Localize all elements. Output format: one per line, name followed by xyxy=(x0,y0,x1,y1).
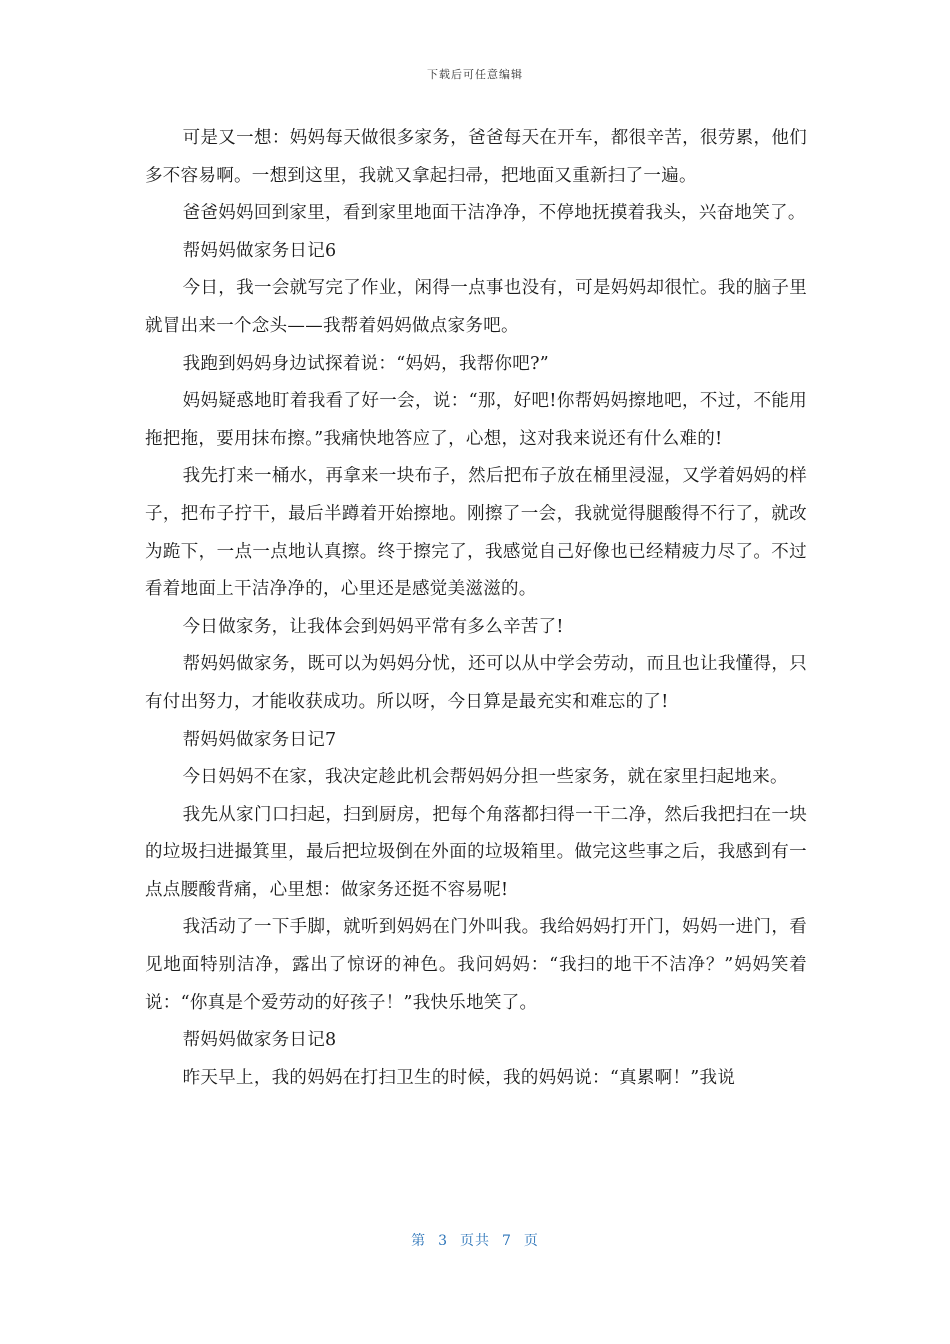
total-page-number: 7 xyxy=(502,1233,512,1249)
paragraph: 今日，我一会就写完了作业，闲得一点事也没有，可是妈妈却很忙。我的脑子里就冒出来一个念头——我帮着妈妈做点家务吧。 xyxy=(145,278,807,336)
section-heading: 帮妈妈做家务日记6 xyxy=(182,240,337,261)
page-label-prefix: 第 xyxy=(411,1233,427,1249)
paragraph: 昨天早上，我的妈妈在打扫卫生的时候，我的妈妈说：“真累啊！”我说 xyxy=(182,1067,736,1088)
page-label-suffix: 页 xyxy=(523,1233,539,1249)
page-label-middle: 页共 xyxy=(460,1233,490,1249)
paragraph: 可是又一想：妈妈每天做很多家务，爸爸每天在开车，都很辛苦，很劳累，他们多不容易啊。一想到这里，我就又拿起扫帚，把地面又重新扫了一遍。 xyxy=(145,128,807,186)
header-note: 下载后可任意编辑 xyxy=(427,68,523,81)
current-page-number: 3 xyxy=(438,1233,448,1249)
section-heading: 帮妈妈做家务日记7 xyxy=(182,729,337,750)
paragraph: 妈妈疑惑地盯着我看了好一会，说：“那，好吧!你帮妈妈擦地吧，不过，不能用拖把拖，要用抹布擦。”我痛快地答应了，心想，这对我来说还有什么难的! xyxy=(145,391,807,449)
paragraph: 帮妈妈做家务，既可以为妈妈分忧，还可以从中学会劳动，而且也让我懂得，只有付出努力，才能收获成功。所以呀，今日算是最充实和难忘的了! xyxy=(145,654,807,712)
paragraph: 我活动了一下手脚，就听到妈妈在门外叫我。我给妈妈打开门，妈妈一进门，看见地面特别洁净，露出了惊讶的神色。我问妈妈：“我扫的地干不洁净？”妈妈笑着说：“你真是个爱劳动的好孩子！”我快乐地笑了。 xyxy=(145,917,807,1013)
paragraph: 我先打来一桶水，再拿来一块布子，然后把布子放在桶里浸湿，又学着妈妈的样子，把布子拧干，最后半蹲着开始擦地。刚擦了一会，我就觉得腿酸得不行了，就改为跪下，一点一点地认真擦。终于擦完了，我感觉自己好像也已经精疲力尽了。不过看着地面上干洁净净的，心里还是感觉美滋滋的。 xyxy=(145,466,807,600)
section-heading: 帮妈妈做家务日记8 xyxy=(182,1030,337,1051)
paragraph: 我跑到妈妈身边试探着说：“妈妈，我帮你吧?” xyxy=(182,353,549,374)
paragraph: 我先从家门口扫起，扫到厨房，把每个角落都扫得一干二净，然后我把扫在一块的垃圾扫进撮箕里，最后把垃圾倒在外面的垃圾箱里。做完这些事之后，我感到有一点点腰酸背痛，心里想：做家务还挺不容易呢! xyxy=(145,804,807,900)
document-body xyxy=(145,120,807,1097)
paragraph: 爸爸妈妈回到家里，看到家里地面干洁净净，不停地抚摸着我头，兴奋地笑了。 xyxy=(182,203,806,224)
paragraph: 今日做家务，让我体会到妈妈平常有多么辛苦了! xyxy=(182,616,564,637)
paragraph: 今日妈妈不在家，我决定趁此机会帮妈妈分担一些家务，就在家里扫起地来。 xyxy=(182,767,788,788)
page-footer xyxy=(0,1230,950,1250)
